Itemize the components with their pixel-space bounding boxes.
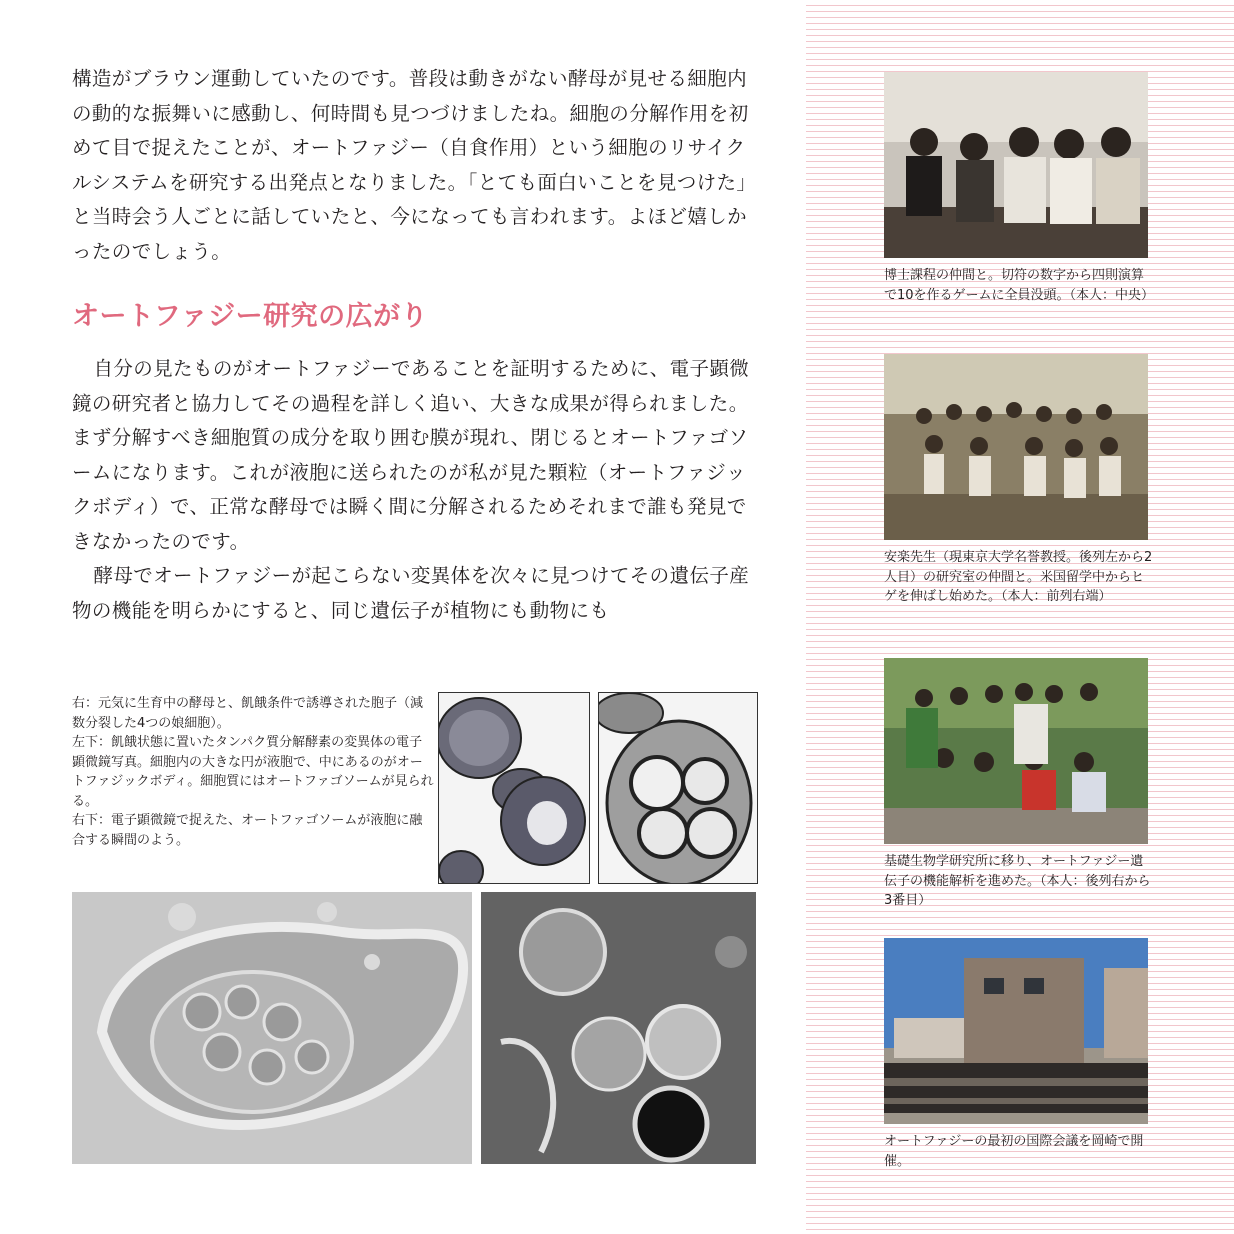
sidebar-photo-2	[884, 354, 1148, 540]
figure-caption	[72, 694, 434, 850]
sidebar-caption-3: 基礎生物学研究所に移り、オートファジー遺伝子の機能解析を進めた。（本人：後列右から3番目）	[884, 854, 1151, 908]
body-paragraph-2: 自分の見たものがオートファジーであることを証明するために、電子顕微鏡の研究者と協力してその過程を詳しく追い、大きな成果が得られました。まず分解すべき細胞質の成分を取り囲む膜が現れ、閉じるとオートファゴソームになります。これが液胞に送られたのが私が見た顆粒（オートファジックボディ）で、正常な酵母では瞬く間に分解されるためそれまで誰も発見できなかったのです。	[72, 357, 750, 553]
spore-micrograph	[598, 692, 758, 884]
caption-right: 右：元気に生育中の酵母と、飢餓条件で誘導された胞子（減数分裂した4つの娘細胞）。	[72, 696, 424, 731]
sidebar-photo-4	[884, 938, 1148, 1124]
sidebar-photo-1	[884, 72, 1148, 258]
body-paragraph-1: 構造がブラウン運動していたのです。普段は動きがない酵母が見せる細胞内の動的な振舞いに感動し、何時間も見つづけましたね。細胞の分解作用を初めて目で捉えたことが、オートファジー（自食作用）という細胞のリサイクルシステムを研究する出発点となりました。「とても面白いことを見つけた」と当時会う人ごとに話していたと、今になっても言われます。よほど嬉しかったのでしょう。	[72, 67, 757, 263]
sidebar-caption-2: 安楽先生（現東京大学名誉教授。後列左から2人目）の研究室の仲間と。米国留学中からヒゲを伸ばし始めた。（本人：前列右端）	[884, 550, 1153, 604]
vacuole-electron-micrograph	[72, 892, 472, 1164]
body-paragraph-3: 酵母でオートファジーが起こらない変異体を次々に見つけてその遺伝子産物の機能を明らかにすると、同じ遺伝子が植物にも動物にも	[72, 564, 750, 622]
caption-bottom-right: 右下：電子顕微鏡で捉えた、オートファゴソームが液胞に融合する瞬間のよう。	[72, 813, 423, 848]
caption-bottom-left: 左下：飢餓状態に置いたタンパク質分解酵素の変異体の電子顕微鏡写真。細胞内の大きな円が液胞で、中にあるのがオートファジックボディ。細胞質にはオートファゴソームが見られる。	[72, 735, 434, 809]
body-paragraphs	[72, 352, 762, 628]
section-heading: オートファジー研究の広がり	[72, 301, 429, 332]
sidebar-caption-4: オートファジーの最初の国際会議を岡崎で開催。	[884, 1134, 1144, 1169]
sidebar-photo-3	[884, 658, 1148, 844]
budding-yeast-micrograph	[438, 692, 590, 884]
autophagosome-fusion-micrograph	[481, 892, 756, 1164]
sidebar-caption-1: 博士課程の仲間と。切符の数字から四則演算で10を作るゲームに全員没頭。（本人：中央）	[884, 268, 1155, 303]
